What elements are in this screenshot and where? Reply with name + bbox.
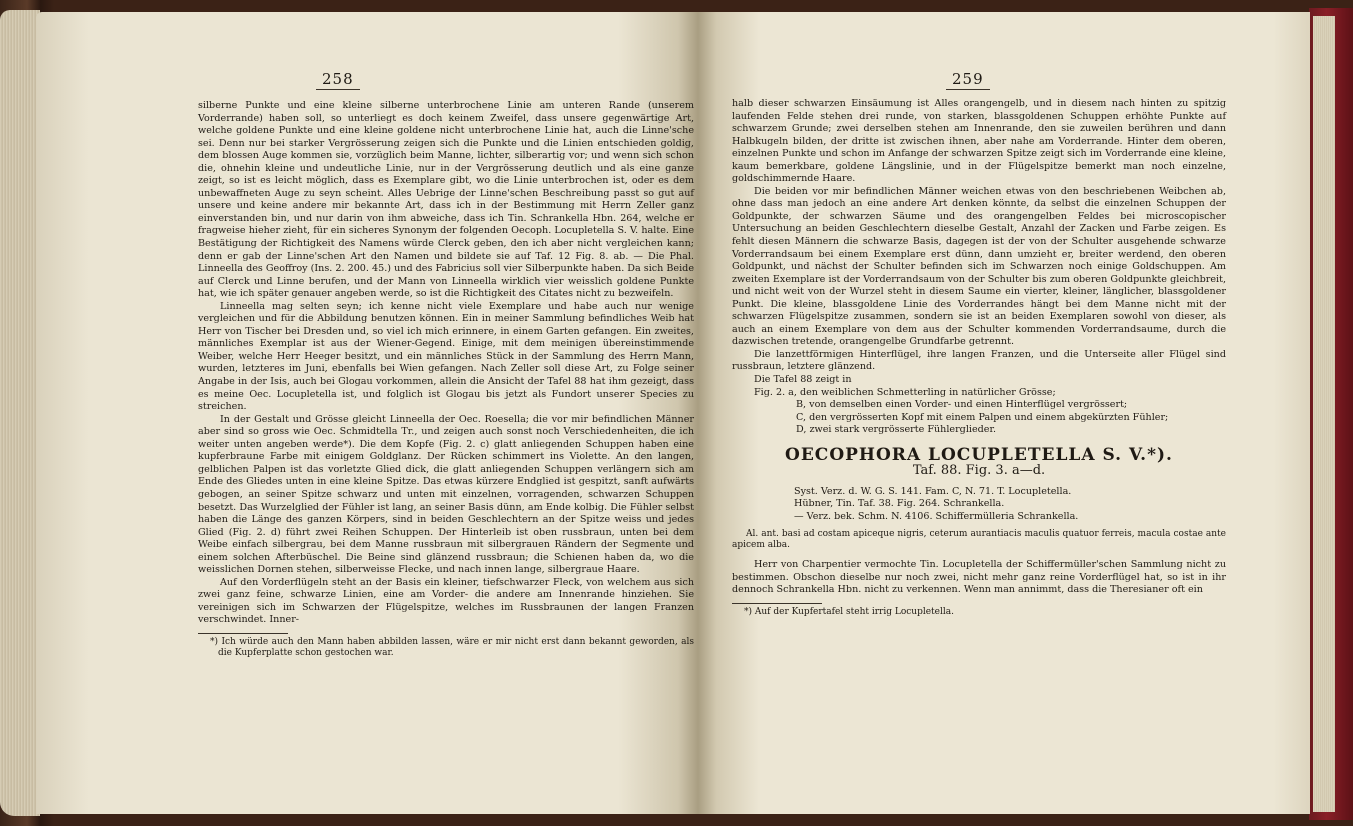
synonym-line: Hübner, Tin. Taf. 38. Fig. 264. Schrankella. xyxy=(794,498,1005,510)
left-page xyxy=(36,12,698,814)
synonym-line: — Verz. bek. Schm. N. 4106. Schiffermülleria Schrankella. xyxy=(794,510,1079,522)
figure-item: C, den vergrösserten Kopf mit einem Palpen und einem abgekürzten Fühler; xyxy=(796,411,1169,423)
figure-item: D, zwei stark vergrösserte Fühlerglieder. xyxy=(796,424,997,436)
species-heading: OECOPHORA LOCUPLETELLA S. V.*). xyxy=(785,444,1173,465)
paragraph: Die lanzettförmigen Hinterflügel, ihre langen Franzen, und die Unterseite aller Flügel sind russbraun, letztere glänzend. xyxy=(732,348,1226,373)
paragraph: In der Gestalt und Grösse gleicht Linneella der Oec. Roesella; die vor mir befindlichen Männer aber sind so gross wie Oec. Schmidtella Tr., und zeigen auch sonst noch Verschiedenheiten, die ich weiter unten angeben werde*). Die dem Kopfe (Fig. 2. c) glatt anliegenden Schuppen haben eine kupferbraune Farbe mit einigem Goldglanz. Der Rücken schimmert ins Violette. An den langen, gelblichen Palpen ist das vorletzte Glied dick, die glatt anliegenden Schuppen verlängern sich am Ende des Gliedes unten in eine kleine Spitze. Das etwas kürzere Endglied ist gespitzt, sanft aufwärts gebogen, an seiner Spitze schwarz und unten mit einzelnen, vorragenden, schwarzen Schuppen besetzt. Das Wurzelglied der Fühler ist lang, an seiner Basis dünn, am Ende kolbig. Die Fühler selbst haben die Länge des ganzen Körpers, sind in beiden Geschlechtern an der Spitze weiss und jedes Glied (Fig. 2. d) führt zwei Reihen Schuppen. Der Hinterleib ist oben russbraun, unten bei dem Weibe einfach silbergrau, bei dem Manne russbraun mit silbergrauen Rändern der Segmente und einem solchen Afterbüschel. Die Beine sind glänzend russbraun; die Schienen haben da, wo die weisslichen Dornen stehen, silberweisse Flecke, und nach innen lange, silbergraue Haare. xyxy=(198,413,694,576)
footnote: *) Ich würde auch den Mann haben abbilden lassen, wäre er mir nicht erst dann bekannt geworden, als die Kupferplatte schon gestochen war. xyxy=(210,636,694,658)
page-edges-right xyxy=(1313,16,1335,812)
right-page-body xyxy=(732,98,1226,618)
paragraph: Herr von Charpentier vermochte Tin. Locupletella der Schiffermüller'schen Sammlung nicht zu bestimmen. Obschon dieselbe nur noch zwei, nicht mehr ganz reine Vorderflügel hat, so ist in ihr dennoch Schrankella Hbn. nicht zu verkennen. Wenn man annimmt, dass die Theresianer oft ein xyxy=(732,559,1226,596)
page-number-right: 259 xyxy=(946,70,990,90)
footnote-rule xyxy=(732,603,822,604)
figure-item: B, von demselben einen Vorder- und einen Hinterflügel vergrössert; xyxy=(796,399,1128,411)
page-edges-left xyxy=(0,10,40,816)
page-number-left: 258 xyxy=(316,70,360,90)
figure-intro: Die Tafel 88 zeigt in xyxy=(754,374,852,386)
paragraph: Die beiden vor mir befindlichen Männer weichen etwas von den beschriebenen Weibchen ab, ohne dass man jedoch an eine andere Art denken könnte, da selbst die einzelnen Schuppen der Goldpunkte, der schwarzen Säume und des orangengelben Feldes bei microscopischer Untersuchung an beiden Geschlechtern dieselbe Gestalt, Anzahl der Zacken und Farbe zeigen. Es fehlt diesen Männern die schwarze Basis, dagegen ist der von der Schulter ausgehende schwarze Vorderrandsaum bei einem Exemplare erst dünn, dann umzieht er, breiter werdend, den oberen Goldpunkt, und nächst der Schulter befinden sich im Schwarzen noch einige Goldschuppen. Am zweiten Exemplare ist der Vorderrandsaum von der Schulter bis zum oberen Goldpunkte gleichbreit, und nicht weit von der Wurzel steht in diesem Saume ein vierter, kleiner, länglicher, blassgoldener Punkt. Die kleine, blassgoldene Linie des Vorderrandes hängt bei dem Manne nicht mit der schwarzen Flügelspitze zusammen, sondern sie ist an beiden Exemplaren sowohl von dieser, als auch an einem Exemplare von dem aus der Schulter kommenden Vorderrandsaume, durch die dazwischen tretende, orangengelbe Grundfarbe getrennt. xyxy=(732,185,1226,348)
paragraph: Auf den Vorderflügeln steht an der Basis ein kleiner, tiefschwarzer Fleck, von welchem aus sich zwei ganz feine, schwarze Linien, eine am Vorder- die andere am Innenrande hinziehen. Sie vereinigen sich im Schwarzen der Flügelspitze, welches im Russbraunen der langen Franzen verschwindet. Inner- xyxy=(198,576,694,626)
paragraph: halb dieser schwarzen Einsäumung ist Alles orangengelb, und in diesem nach hinten zu spitzig laufenden Felde stehen drei runde, von starken, blassgoldenen Schuppen erhöhte Punkte auf schwarzem Grunde; zwei derselben stehen am Innenrande, den sie zuweilen berühren und dann Halbkugeln bilden, der dritte ist zwischen ihnen, aber nahe am Vorderrande. Hinter dem oberen, einzelnen Punkte und schon im Anfange der schwarzen Spitze zeigt sich im Vorderrande eine kleine, kaum bemerkbare, goldene Längslinie, und in der Flügelspitze bemerkt man noch einzelne, goldschimmernde Haare. xyxy=(732,98,1226,185)
paragraph: Linneella mag selten seyn; ich kenne nicht viele Exemplare und habe auch nur wenige vergleichen und für die Abbildung benutzen können. Ein in meiner Sammlung befindliches Weib hat Herr von Tischer bei Dresden und, so viel ich mich erinnere, in einem Garten gefangen. Ein zweites, männliches Exemplar ist aus der Wiener-Gegend. Einige, mit dem meinigen übereinstimmende Weiber, welche Herr Heeger besitzt, und ein männliches Stück in der Sammlung des Herrn Mann, wurden, letzteres im Juni, ebenfalls bei Wien gefangen. Nach Zeller soll diese Art, zu Folge seiner Angabe in der Isis, auch bei Glogau vorkommen, allein die Ansicht der Tafel 88 hat ihm gezeigt, dass es meine Oec. Locupletella ist, und folglich ist Glogau bis jetzt als Fundort unserer Species zu streichen. xyxy=(198,300,694,413)
figure-item: Fig. 2. a, den weiblichen Schmetterling in natürlicher Grösse; xyxy=(754,386,1056,398)
synonym-line: Syst. Verz. d. W. G. S. 141. Fam. C, N. 71. T. Locupletella. xyxy=(794,485,1072,497)
paragraph: silberne Punkte und eine kleine silberne unterbrochene Linie am unteren Rande (unserem Vorderrande) haben soll, so unterliegt es doch keinem Zweifel, dass unsere gegenwärtige Art, welche goldene Punkte und eine kleine goldene nicht unterbrochene Linie hat, auch die Linne'sche sei. Denn nur bei starker Vergrösserung zeigen sich die Punkte und die Linien entschieden goldig, dem blossen Auge kommen sie, vorzüglich beim Manne, lichter, silberartig vor; und wenn sich schon die, ohnehin kleine und undeutliche Linie, nur in der Vergrösserung deutlich und als eine ganze zeigt, so ist es leicht möglich, dass es Exemplare gibt, wo die Linie unterbrochen ist, oder es dem unbewaffneten Auge zu seyn scheint. Alles Uebrige der Linne'schen Beschreibung passt so gut auf unsere und keine andere mir bekannte Art, dass ich in der Bestimmung mit Herrn Zeller ganz einverstanden bin, und nur darin von ihm abweiche, dass ich Tin. Schrankella Hbn. 264, welche er fragweise hieher zieht, für ein sicheres Synonym der folgenden Oecoph. Locupletella S. V. halte. Eine Bestätigung der Richtigkeit des Namens würde Clerck geben, den ich aber nicht vergleichen kann; denn er gab der Linne'schen Art den Namen und bildete sie auf Taf. 12 Fig. 8. ab. — Die Phal. Linneella des Geoffroy (Ins. 2. 200. 45.) und des Fabricius soll vier Silberpunkte haben. Da sich Beide auf Clerck und Linne berufen, und der Mann von Linneella wirklich vier weisslich goldene Punkte hat, wie ich später genauer angeben werde, so ist die Richtigkeit des Citates nicht zu bezweifeln. xyxy=(198,100,694,300)
footnote: *) Auf der Kupfertafel steht irrig Locupletella. xyxy=(744,607,954,617)
plate-reference: Taf. 88. Fig. 3. a—d. xyxy=(912,463,1046,479)
left-page-body xyxy=(198,100,694,659)
right-page xyxy=(698,12,1310,814)
footnote-rule xyxy=(198,633,288,634)
latin-diagnosis: Al. ant. basi ad costam apiceque nigris, ceterum aurantiacis maculis quatuor ferreis, macula costae ante apicem alba. xyxy=(732,529,1226,551)
